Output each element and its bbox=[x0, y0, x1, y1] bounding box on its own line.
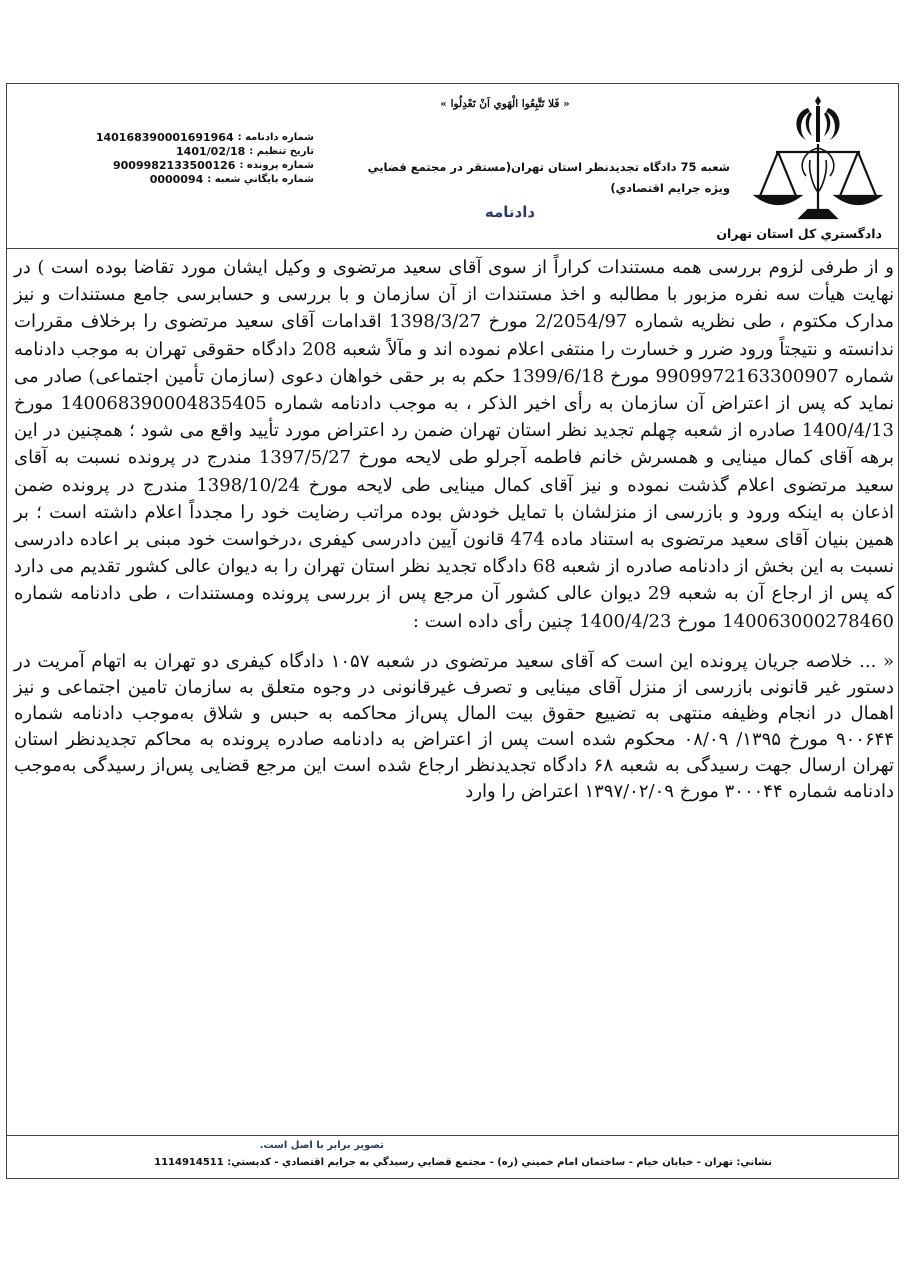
footer-address: نشاني: تهران - خيابان خيام - ساختمان امام خميني (ره) - مجتمع قضايي رسيدگي به جرايم اقتصادي - كدپستي: 1114914511 bbox=[154, 1157, 772, 1168]
meta-value: 0000094 bbox=[149, 173, 204, 186]
meta-value: 9009982133500126 bbox=[112, 159, 236, 172]
court-branch bbox=[290, 157, 730, 199]
body-paragraph: و از طرفی لزوم بررسی همه مستندات کراراً از سوی آقای سعید مرتضوی و وکیل ایشان مورد تقاضا بوده است ) در نهایت هیأت سه نفره مزبور با مطالبه و اخذ مستندات از آن سازمان و با بررسی و حسابرسی جامع مستندات و نیز مدارک مکتوم ، طی نظریه شماره 2/2054/97 مورخ 1398/3/27 اقدامات آقای سعید مرتضوی را برخلاف مقررات ندانسته و نتیجتاً ورود ضرر و خسارت را منتفی اعلام نموده اند و مآلاً شعبه 208 دادگاه حقوقی تهران به موجب دادنامه شماره 9909972163300907 مورخ 1399/6/18 حکم به بر حقی خواهان دعوی (سازمان تأمین اجتماعی) صادر می نماید که پس از اعتراض آن سازمان به رأی اخیر الذکر ، به موجب دادنامه شماره 140068390004835405 مورخ 1400/4/13 صادره از شعبه چهلم تجدید نظر استان تهران ضمن رد اعتراض مورد تأیید واقع می شود ؛ همچنین در این برهه آقای کمال مینایی و همسرش خانم فاطمه آجرلو طی لایحه مورخ 1397/5/27 مندرج در پرونده نسبت به آقای سعید مرتضوی اعلام گذشت نموده و نیز آقای کمال مینایی طی لایحه مورخ 1398/10/24 مندرج در پرونده ضمن اذعان به اینکه ورود و بازرسی از منزلشان با تمایل خودش بوده مراتب رضایت خود را مجدداً اعلام داشته است ؛ بر همین بنیان آقای سعید مرتضوی به استناد ماده 474 قانون آیین دادرسی کیفری ،درخواست خود مبنی بر اعاده دادرسی نسبت به این بخش از دادنامه صادره از شعبه 68 دادگاه تجدید نظر استان تهران را به دیوان عالی کشور تقدیم می دارد که پس از ارجاع آن به شعبه 29 دیوان عالی کشور آن مرجع پس از بررسی پرونده ومستندات ، طی دادنامه شماره 140063000278460 مورخ 1400/4/23 چنین رأی داده است : bbox=[14, 257, 895, 632]
court-name: دادگستري كل استان تهران bbox=[716, 226, 882, 241]
iran-emblem-scales-icon bbox=[748, 92, 888, 224]
case-metadata bbox=[80, 131, 314, 187]
meta-row-issue-date bbox=[80, 145, 314, 159]
header-divider bbox=[6, 248, 899, 249]
meta-label: شماره پرونده : bbox=[239, 160, 314, 171]
meta-label: شماره بايگاني شعبه : bbox=[207, 174, 314, 185]
meta-row-archive-number bbox=[80, 173, 314, 187]
verdict-body bbox=[14, 254, 894, 805]
meta-row-verdict-number bbox=[80, 131, 314, 145]
meta-value: 140168390001691964 bbox=[95, 131, 234, 144]
meta-row-case-number bbox=[80, 159, 314, 173]
meta-label: تاريخ تنظيم : bbox=[249, 146, 314, 157]
footer-divider bbox=[6, 1135, 899, 1136]
quran-verse: « فَلا تَتَّبِعُوا الْهَوي اَنْ تَعْدِلُوا » bbox=[440, 98, 570, 110]
document-title: دادنامه bbox=[484, 203, 536, 221]
meta-label: شماره دادنامه : bbox=[237, 132, 314, 143]
meta-value: 1401/02/18 bbox=[176, 145, 246, 158]
body-quote-paragraph: « ... خلاصه جریان پرونده این است که آقای سعید مرتضوی در شعبه ۱۰۵۷ دادگاه کیفری دو تهران به اتهام آمریت در دستور غیر قانونی بازرسی از منزل آقای مینایی و تصرف غیرقانونی در وجوه متعلق به سازمان تامین اجتماعی و نیز اهمال در انجام وظیفه منتهی به تضییع حقوق بیت المال پس‌از محاکمه به حبس و شلاق به‌موجب دادنامه شماره ۹۰۰۶۴۴ مورخ ۱۳۹۵/ ۰۸/۰۹ محکوم شده است پس از اعتراض به دادنامه صادره پرونده به محاکم تجدیدنظر استان تهران ارسال جهت رسیدگی به شعبه ۶۸ دادگاه تجدیدنظر ارجاع شده است این مرجع قضایی پس‌از رسیدگی به‌موجب دادنامه شماره ۳۰۰۰۴۴ مورخ ۱۳۹۷/۰۲/۰۹ اعتراض را وارد bbox=[14, 650, 894, 802]
certified-copy-note: تصوير برابر با اصل است. bbox=[259, 1140, 384, 1151]
court-branch-line1: شعبه 75 دادگاه تجديدنظر استان تهران(مستقر در مجتمع قضايي bbox=[367, 160, 730, 174]
court-branch-line2: ويژه جرايم اقتصادي) bbox=[610, 181, 730, 195]
